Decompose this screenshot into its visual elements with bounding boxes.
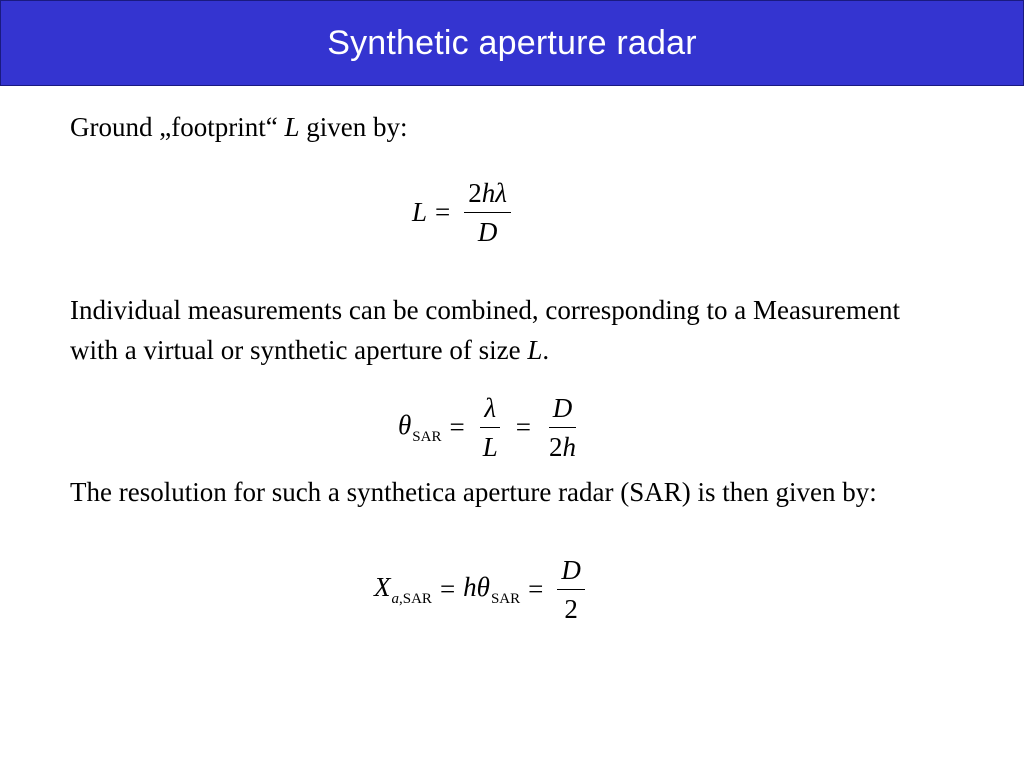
formula3-sub-a: a <box>391 590 399 607</box>
paragraph-combined <box>70 290 950 370</box>
formula2-frac2-num: D <box>549 391 577 428</box>
formula3-fraction <box>557 553 585 626</box>
formula2-theta-group <box>398 410 441 446</box>
formula3-theta-sub: SAR <box>490 590 521 607</box>
formula3-sub-rest: ,SAR <box>399 590 432 607</box>
formula1-equals: = <box>435 197 451 227</box>
paragraph-resolution: The resolution for such a synthetica aperture radar (SAR) is then given by: <box>70 477 877 507</box>
para2-text: Individual measurements can be combined, corresponding to a Measurement with a virtual or synthetic aperture of size <box>70 295 900 365</box>
resolution-formula <box>374 553 591 626</box>
formula3-h-theta <box>463 572 520 608</box>
formula1-fraction <box>464 176 511 249</box>
formula3-x-group <box>374 572 432 608</box>
formula2-frac2-den-h: h <box>562 432 576 462</box>
formula1-numerator <box>464 176 511 213</box>
title-bar <box>0 0 1024 86</box>
formula1-lhs: L <box>412 197 428 227</box>
intro-var: L <box>284 112 300 142</box>
intro-suffix: given by: <box>299 112 408 142</box>
slide-title: Synthetic aperture radar <box>327 23 697 62</box>
formula3-equals-1: = <box>439 574 456 604</box>
formula1-denominator: D <box>477 217 498 247</box>
formula3-sub <box>392 591 432 607</box>
formula3-num: D <box>557 553 585 590</box>
formula2-equals-1: = <box>449 412 465 442</box>
formula3-equals-2: = <box>528 574 544 604</box>
footprint-formula <box>412 176 517 249</box>
para2-var: L <box>527 335 543 365</box>
formula1-num-h: h <box>481 178 496 208</box>
formula3-h: h <box>463 571 477 602</box>
formula2-fraction-1 <box>479 391 502 464</box>
formula3-theta: θ <box>476 571 490 602</box>
formula1-num-coef: 2 <box>468 178 482 208</box>
formula2-equals-2: = <box>515 412 531 442</box>
formula2-frac1-den: L <box>482 432 498 462</box>
formula3-den: 2 <box>564 594 578 624</box>
formula2-theta: θ <box>398 409 412 440</box>
intro-text <box>70 107 407 147</box>
formula2-sub: SAR <box>412 428 442 445</box>
para2-end: . <box>542 335 550 365</box>
theta-sar-formula <box>398 391 586 464</box>
formula3-x: X <box>374 571 391 602</box>
formula2-frac2-den-coef: 2 <box>548 432 563 462</box>
formula2-frac1-num: λ <box>480 391 500 428</box>
formula2-fraction-2 <box>545 391 580 464</box>
intro-prefix: Ground „footprint“ <box>70 112 285 142</box>
formula2-frac2-den <box>545 428 580 464</box>
formula1-num-lambda: λ <box>495 178 507 208</box>
